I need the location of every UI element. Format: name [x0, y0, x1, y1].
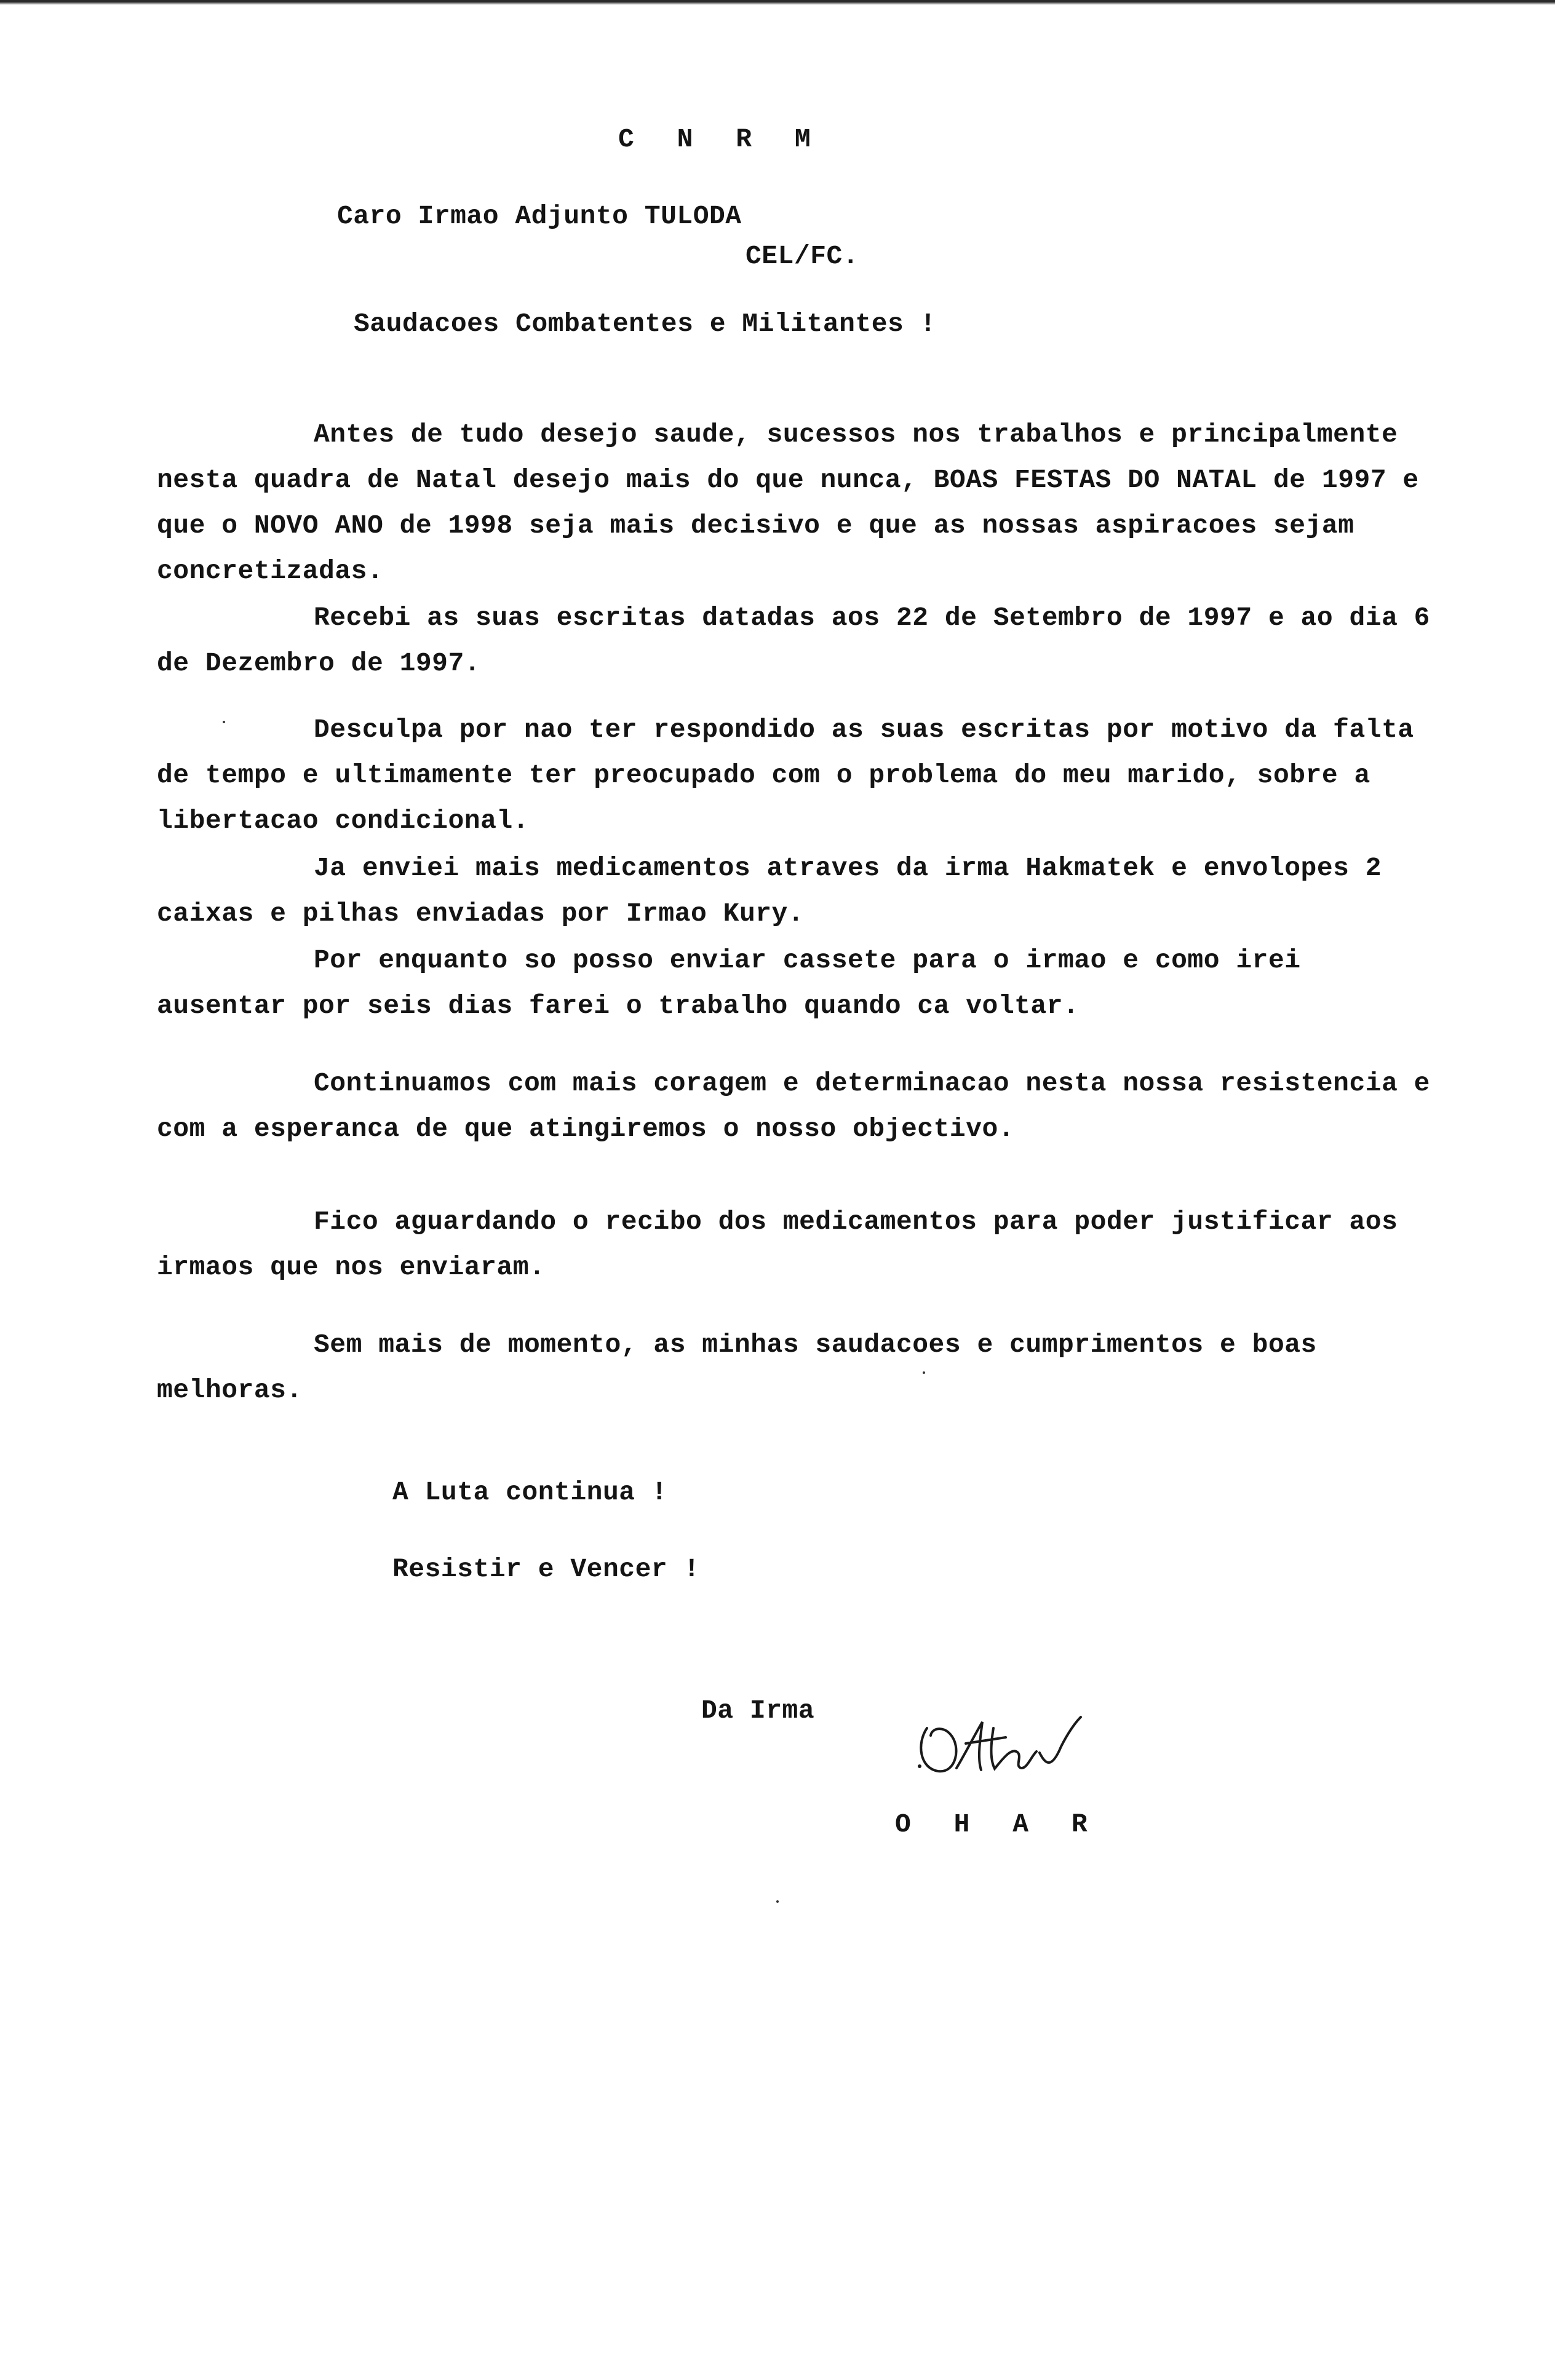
paragraph-apology: Desculpa por nao ter respondido as suas escritas por motivo da falta de tempo e ultimamente ter preocupado com o problema do meu marido, sobre a libertacao condicional. — [157, 715, 1414, 836]
greeting-line: Saudacoes Combatentes e Militantes ! — [354, 309, 936, 339]
signature-name: O H A R — [895, 1809, 1101, 1839]
salutation-line: Caro Irmao Adjunto TULODA — [337, 201, 742, 231]
paper-speck — [223, 721, 225, 723]
paragraph-wishes: Antes de tudo desejo saude, sucessos nos trabalhos e principalmente nesta quadra de Natal desejo mais do que nunca, BOAS FESTAS DO NATAL de 1997 e que o NOVO ANO de 1998 seja mais decisivo e que as nossas aspiracoes sejam concretizadas. — [157, 419, 1419, 586]
paragraph-closing-greetings: Sem mais de momento, as minhas saudacoes e cumprimentos e boas melhoras. — [157, 1330, 1317, 1405]
paragraph-receipt: Fico aguardando o recibo dos medicamentos para poder justificar aos irmaos que nos enviaram. — [157, 1207, 1398, 1282]
paragraph-cassette: Por enquanto so posso enviar cassete para o irmao e como irei ausentar por seis dias farei o trabalho quando ca voltar. — [157, 945, 1301, 1021]
handwritten-signature — [913, 1710, 1098, 1790]
org-heading: C N R M — [618, 124, 824, 154]
paragraph-received-letters: Recebi as suas escritas datadas aos 22 de Setembro de 1997 e ao dia 6 de Dezembro de 1997. — [157, 603, 1430, 678]
paragraph-medicines-sent: Ja enviei mais medicamentos atraves da irma Hakmatek e envolopes 2 caixas e pilhas enviadas por Irmao Kury. — [157, 853, 1382, 929]
slogan-resistir: Resistir e Vencer ! — [392, 1554, 700, 1584]
paragraph-resistance: Continuamos com mais coragem e determinacao nesta nossa resistencia e com a esperanca de que atingiremos o nosso objectivo. — [157, 1068, 1430, 1144]
from-line: Da Irma — [701, 1696, 815, 1726]
addressee-unit: CEL/FC. — [746, 241, 859, 271]
paper-speck — [776, 1900, 779, 1903]
slogan-luta: A Luta continua ! — [392, 1477, 668, 1507]
paper-speck — [923, 1371, 925, 1374]
page-top-edge — [0, 0, 1555, 5]
